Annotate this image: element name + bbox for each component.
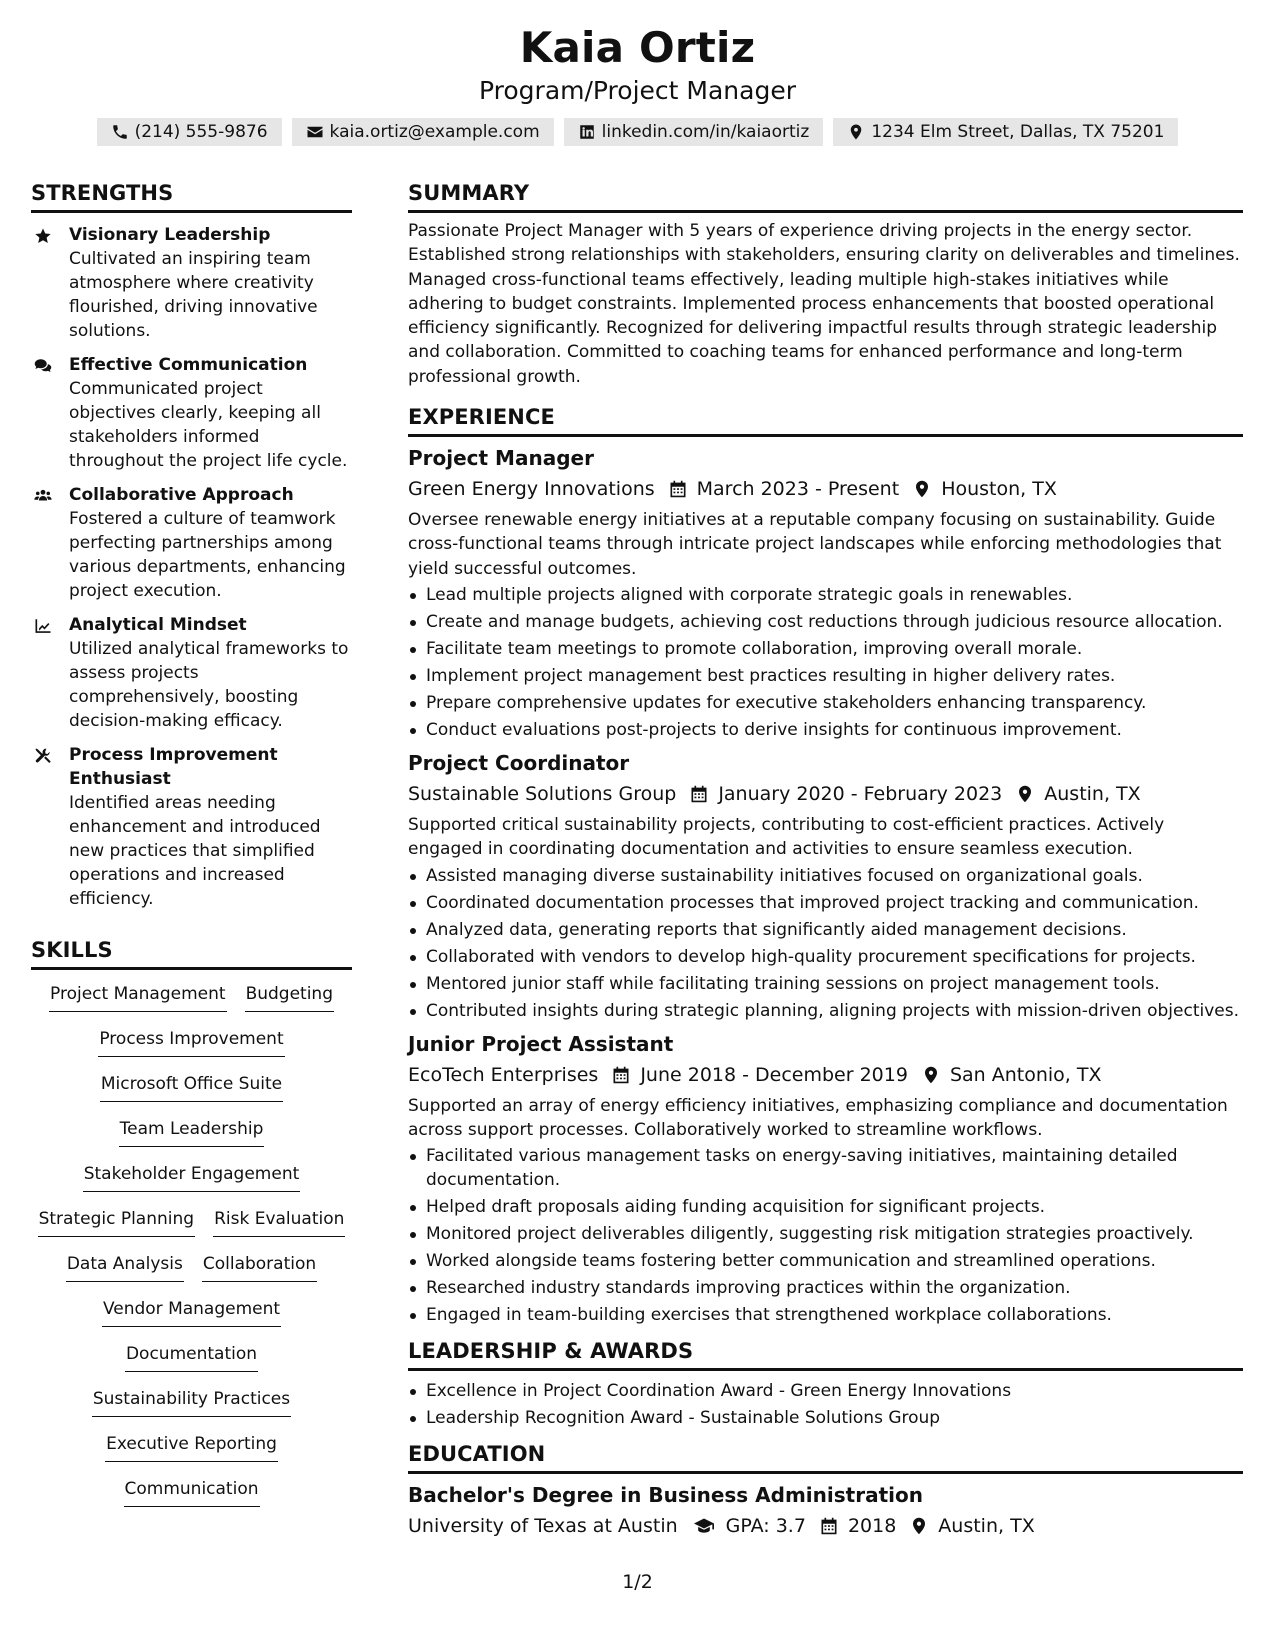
bullet-item: Lead multiple projects aligned with corporate strategic goals in renewables. — [408, 583, 1243, 607]
phone-text: (214) 555-9876 — [134, 122, 268, 142]
star-icon — [33, 227, 53, 245]
strength-item — [31, 613, 352, 733]
summary-heading: SUMMARY — [408, 178, 1243, 213]
experience-heading: EXPERIENCE — [408, 402, 1243, 437]
bullet-item: Coordinated documentation processes that improved project tracking and communication. — [408, 891, 1243, 915]
job-bullets — [408, 583, 1243, 742]
contact-address — [833, 118, 1178, 146]
contact-linkedin[interactable] — [564, 118, 824, 146]
education-meta — [408, 1511, 1243, 1541]
envelope-icon — [306, 123, 324, 141]
skill-tag: Risk Evaluation — [213, 1207, 345, 1237]
skill-tag: Vendor Management — [102, 1297, 281, 1327]
skills-list — [31, 982, 352, 1522]
phone-icon — [111, 123, 129, 141]
job-description: Supported critical sustainability projects, contributing to cost-efficient practices. Actively engaged in coordinating documentation and activities to ensure seamless execution. — [408, 814, 1165, 860]
candidate-name: Kaia Ortiz — [519, 23, 756, 72]
skill-tag: Collaboration — [202, 1252, 317, 1282]
strength-title: Visionary Leadership — [69, 225, 271, 245]
skill-tag: Executive Reporting — [105, 1432, 278, 1462]
bullet-item: Mentored junior staff while facilitating training sessions on project management tools. — [408, 972, 1243, 996]
bullet-item: Contributed insights during strategic planning, aligning projects with mission-driven objectives. — [408, 999, 1243, 1023]
bullet-item: Worked alongside teams fostering better communication and streamlined operations. — [408, 1249, 1243, 1273]
skill-tag: Stakeholder Engagement — [83, 1162, 301, 1192]
bullet-item: Analyzed data, generating reports that significantly aided management decisions. — [408, 918, 1243, 942]
award-item: Leadership Recognition Award - Sustainable Solutions Group — [408, 1406, 1243, 1430]
strength-desc: Cultivated an inspiring team atmosphere where creativity flourished, driving innovative solutions. — [69, 249, 318, 341]
contact-phone[interactable] — [97, 118, 282, 146]
skill-tag: Process Improvement — [98, 1027, 284, 1057]
strength-title: Collaborative Approach — [69, 485, 294, 505]
education-heading: EDUCATION — [408, 1439, 1243, 1474]
right-column — [408, 178, 1243, 1541]
bullet-item: Prepare comprehensive updates for executive stakeholders enhancing transparency. — [408, 691, 1243, 715]
strengths-heading: STRENGTHS — [31, 178, 352, 213]
left-column — [31, 178, 352, 1522]
skills-heading: SKILLS — [31, 935, 352, 970]
job-bullets — [408, 1144, 1243, 1327]
school-location: Austin, TX — [938, 1515, 1035, 1538]
awards-list — [408, 1379, 1243, 1430]
map-marker-icon — [910, 1516, 928, 1536]
linkedin-text: linkedin.com/in/kaiaortiz — [601, 122, 810, 142]
strength-item — [31, 483, 352, 603]
calendar-icon — [690, 784, 708, 804]
map-marker-icon — [1016, 784, 1034, 804]
graduation-cap-icon — [692, 1516, 716, 1536]
bullet-item: Collaborated with vendors to develop high-quality procurement specifications for projects. — [408, 945, 1243, 969]
job-location: San Antonio, TX — [949, 1063, 1102, 1086]
job-dates: June 2018 - December 2019 — [640, 1063, 908, 1086]
strength-item — [31, 743, 352, 911]
page-number: 1/2 — [622, 1571, 653, 1593]
skill-tag: Microsoft Office Suite — [100, 1072, 283, 1102]
bullet-item: Researched industry standards improving practices within the organization. — [408, 1276, 1243, 1300]
skill-tag: Sustainability Practices — [92, 1387, 291, 1417]
bullet-item: Create and manage budgets, achieving cost reductions through judicious resource allocation. — [408, 610, 1243, 634]
bullet-item: Conduct evaluations post-projects to derive insights for continuous improvement. — [408, 718, 1243, 742]
job-company: Green Energy Innovations — [408, 478, 655, 501]
job-meta — [408, 1060, 1243, 1090]
bullet-item: Facilitated various management tasks on energy-saving initiatives, maintaining detailed documentation. — [408, 1144, 1243, 1192]
summary-text: Passionate Project Manager with 5 years of experience driving projects in the energy sector. Established strong relationships with stakeholders, ensuring clarity on deliverables and timelines. Managed cross-functional teams effectively, leading multiple high-stakes initiatives while adhering to budget constraints. Implemented process enhancements that boosted operational efficiency significantly. Recognized for delivering impactful results through strategic leadership and collaboration. Committed to coaching teams for enhanced performance and long-term professional growth. — [408, 221, 1240, 387]
skill-tag: Team Leadership — [119, 1117, 265, 1147]
skill-tag: Budgeting — [245, 982, 334, 1012]
strength-title: Process Improvement Enthusiast — [69, 745, 278, 789]
graduation-year: 2018 — [847, 1515, 897, 1538]
job-title: Project Manager — [408, 446, 594, 471]
degree-title: Bachelor's Degree in Business Administration — [408, 1483, 923, 1508]
comments-icon — [33, 357, 53, 375]
calendar-icon — [820, 1516, 838, 1536]
skill-tag: Communication — [124, 1477, 260, 1507]
job-bullets — [408, 864, 1243, 1023]
email-text: kaia.ortiz@example.com — [329, 122, 540, 142]
strength-title: Analytical Mindset — [69, 615, 247, 635]
contact-email[interactable] — [292, 118, 554, 146]
map-marker-icon — [922, 1065, 940, 1085]
strength-desc: Fostered a culture of teamwork perfecting partnerships among various departments, enhancing project execution. — [69, 509, 346, 601]
job-entry — [408, 443, 1243, 742]
bullet-item: Helped draft proposals aiding funding acquisition for significant projects. — [408, 1195, 1243, 1219]
education-entry — [408, 1480, 1243, 1541]
bullet-item: Engaged in team-building exercises that strengthened workplace collaborations. — [408, 1303, 1243, 1327]
bullet-item: Monitored project deliverables diligently, suggesting risk mitigation strategies proactively. — [408, 1222, 1243, 1246]
job-entry — [408, 1029, 1243, 1328]
job-company: EcoTech Enterprises — [408, 1063, 599, 1086]
job-dates: January 2020 - February 2023 — [718, 782, 1003, 805]
job-location: Houston, TX — [941, 478, 1057, 501]
candidate-role: Program/Project Manager — [479, 76, 796, 105]
skill-tag: Documentation — [125, 1342, 258, 1372]
job-meta — [408, 779, 1243, 809]
strength-item — [31, 353, 352, 473]
bullet-item: Implement project management best practices resulting in higher delivery rates. — [408, 664, 1243, 688]
job-entry — [408, 748, 1243, 1023]
job-description: Oversee renewable energy initiatives at a reputable company focusing on sustainability. Guide cross-functional teams through intricate project landscapes while enforcing methodologies that yield successful outcomes. — [408, 510, 1222, 579]
linkedin-icon — [578, 123, 596, 141]
job-title: Junior Project Assistant — [408, 1031, 674, 1056]
chart-line-icon — [33, 617, 53, 635]
strength-desc: Identified areas needing enhancement and introduced new practices that simplified operations and increased efficiency. — [69, 793, 321, 909]
map-marker-icon — [847, 123, 865, 141]
calendar-icon — [669, 479, 687, 499]
skill-tag: Strategic Planning — [38, 1207, 195, 1237]
strength-item — [31, 223, 352, 343]
strength-title: Effective Communication — [69, 355, 308, 375]
map-marker-icon — [913, 479, 931, 499]
users-icon — [33, 487, 53, 505]
contact-bar — [0, 118, 1275, 146]
award-item: Excellence in Project Coordination Award - Green Energy Innovations — [408, 1379, 1243, 1403]
strength-desc: Communicated project objectives clearly, keeping all stakeholders informed throughout the project life cycle. — [69, 379, 348, 471]
calendar-icon — [612, 1065, 630, 1085]
bullet-item: Facilitate team meetings to promote collaboration, improving overall morale. — [408, 637, 1243, 661]
job-description: Supported an array of energy efficiency initiatives, emphasizing compliance and documentation across support processes. Collaboratively worked to streamline workflows. — [408, 1095, 1228, 1140]
skill-tag: Project Management — [49, 982, 227, 1012]
job-dates: March 2023 - Present — [696, 478, 900, 501]
awards-heading: LEADERSHIP & AWARDS — [408, 1336, 1243, 1371]
bullet-item: Assisted managing diverse sustainability initiatives focused on organizational goals. — [408, 864, 1243, 888]
gpa: GPA: 3.7 — [725, 1515, 806, 1538]
tools-icon — [33, 747, 53, 765]
job-meta — [408, 474, 1243, 504]
strength-desc: Utilized analytical frameworks to assess projects comprehensively, boosting decision-making efficacy. — [69, 639, 349, 731]
skill-tag: Data Analysis — [66, 1252, 184, 1282]
job-location: Austin, TX — [1044, 782, 1141, 805]
resume-header — [0, 22, 1275, 146]
address-text: 1234 Elm Street, Dallas, TX 75201 — [871, 122, 1165, 142]
job-company: Sustainable Solutions Group — [408, 782, 677, 805]
job-title: Project Coordinator — [408, 750, 630, 775]
school-name: University of Texas at Austin — [408, 1515, 678, 1538]
